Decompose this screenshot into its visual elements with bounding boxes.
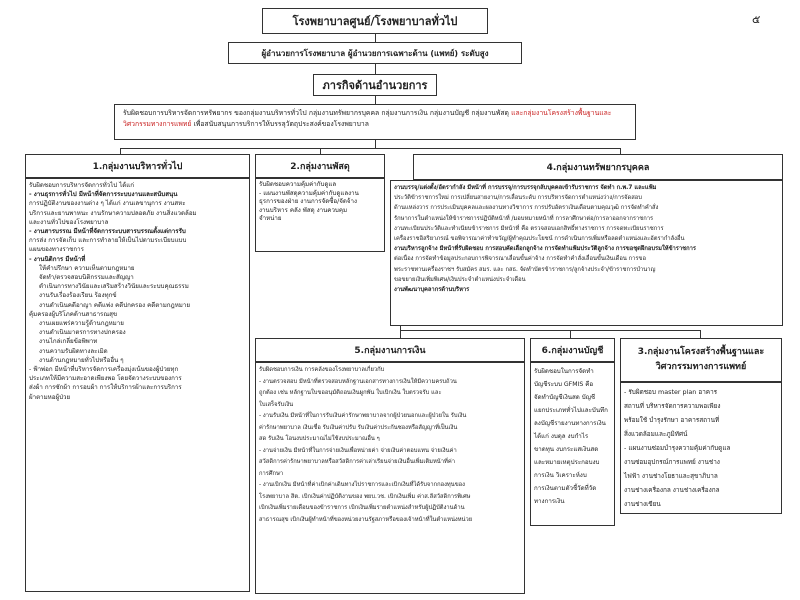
unit5-line: เบิกเงินเพิ่มรายเดือนของข้าราชการ เบิกเงินเพิ่มรายตำแหน่งสำหรับผู้ปฏิบัติงานด้าน (259, 505, 465, 511)
unit4-line: งานบริหารลูกจ้าง มีหน้าที่รับผิดชอบ การสอบคัดเลือกลูกจ้าง การจัดทำแฟ้มประวัติลูกจ้าง การขอชุดฝึกอบรมให้ข้าราชการ (394, 246, 696, 253)
connector-line (375, 140, 376, 148)
unit6-line: จัดทำบัญชีเงินสด บัญชี (534, 394, 596, 401)
unit4-line: งานพัฒนาบุคลากรด้านบริหาร (394, 287, 470, 294)
unit3-line: - แผนงานซ่อมบำรุงความคุ้มค่ากับดูแล (624, 444, 731, 452)
unit4-line: ประวัติข้าราชการใหม่ การเปลี่ยนสายงาน/การเลื่อนระดับ การบริหารจัดการตำแหน่งว่าง/การจัดสอบ (394, 195, 642, 202)
unit1-line: แผนของทางราชการ (29, 246, 84, 254)
unit4-line: ขอขยายเงินเพิ่มพิเศษ/เงินประจำตำแหน่งประจำเดือน (394, 276, 526, 283)
unit1-line: ส่งผ้า การซักผ้า การอบผ้า การให้บริการผ้าและการบริการ (29, 384, 182, 392)
unit1-title: 1.กลุ่มงานบริหารทั่วไป (92, 162, 183, 172)
unit1-line: ให้คำปรึกษา ความเห็นตามกฎหมาย (39, 264, 135, 272)
unit3-line: งานช่างเขียน (624, 500, 661, 508)
unit5-line: สด รับเงิน โอนงบประมาณไม่ใช้งบประมาณอื่น ๆ (259, 436, 380, 442)
unit1-line: งานเผยแพร่ความรู้ด้านกฎหมาย (39, 320, 124, 328)
unit4-line: รักษาการในตำแหน่งให้ข้าราชการปฏิบัติหน้าที่ /มอบหมายหน้าที่ การลาศึกษาต่อ/การลาออกจากราชการ (394, 215, 654, 222)
unit1-line: การปฏิบัติงานของงานต่าง ๆ ได้แก่ งานเลขานุการ งานสหะ (29, 200, 186, 208)
unit2-header (255, 154, 385, 178)
unit3-line: สถานที่ บริหารจัดการความพอเพียง (624, 402, 721, 410)
unit4-line: เครื่องราชอิสริยาภรณ์ ขอพิจารณาค่าทำขวัญ/ผู้ทำคุณประโยชน์ การดำเนินการเพิ่มหรือลดตำแหน่งและอัตรากำลังอื่น (394, 236, 685, 243)
unit3-line: งานซ่อมอุปกรณ์การแพทย์ งานช่าง (624, 458, 720, 466)
connector-line (700, 330, 701, 338)
unit4-line (394, 183, 779, 193)
unit5-line: - งานจ่ายเงิน มีหน้าที่ในการจ่ายเงินเพื่อหน่ายค่า จ่ายเงินค่าตอบแทน จ่ายเงินค่า (259, 447, 457, 454)
unit6-header (530, 338, 615, 362)
hospital-title-box (262, 8, 488, 34)
unit1-line: ประเภทให้มีความสะอาดเพียงพอ โดยจัดวางระบบของการ (29, 375, 182, 383)
admin-mission-title: ภารกิจด้านอำนวยการ (322, 79, 428, 92)
unit1-line: - ฟ้าพ่อก มีหน้าที่บริหารจัดการเครื่องมุ่งเน้นของผู้ป่วยทุก (29, 366, 179, 374)
unit1-line: งานด้านกฎหมายทั่วไปหรืออื่น ๆ (39, 356, 124, 364)
unit5-line: ถูกต้อง เช่น หลักฐานใบขออนุมัติถอนเงินผูกพัน ใบเบิกเงิน ใบตรวจรับ และ (259, 390, 442, 396)
unit3-body (620, 382, 782, 514)
unit3-header (620, 338, 782, 382)
unit5-line: การศึกษา (259, 470, 284, 477)
unit1-line: งานไกล่เกลี่ยข้อพิพาท (39, 338, 98, 346)
unit2-line: รับผิดชอบความคุ้มค่ากับดูแล (259, 181, 337, 188)
unit6-line: การเงิน วิเคราะห์งบ (534, 472, 587, 479)
unit5-line: โรงพยาบาล สิต. เบิกเงินค่าปฏิบัติงานของ พยบ.วช. เบิกเงินเพิ่ม ค่าส.ลีสวัสดิการพิเศษ (259, 493, 471, 500)
unit5-header (255, 338, 525, 362)
admin-description-box (114, 104, 636, 140)
unit2-line: ธุรการของฝ่าย งานการจัดซื้อ/จัดจ้าง (259, 198, 357, 206)
unit1-header (25, 154, 250, 178)
unit6-line: ลงบัญชีรายงานทางการเงิน (534, 420, 606, 427)
unit4-line: ต่อเนื่อง การจัดทำข้อมูลประกอบการพิจารณาเลื่อนขั้นค่าจ้าง การจัดทำคำสั่งเลื่อนขั้นเงินเดือน การขอ (394, 256, 646, 263)
unit1-line: - งานนิติการ มีหน้าที่ (29, 255, 86, 263)
unit2-line: - แผนงานพัสดุความคุ้มค่ากับดูแลงาน (259, 189, 359, 197)
unit3-line: สิ่งแวดล้อมและภูมิทัศน์ (624, 430, 688, 438)
unit1-line: รับผิดชอบการบริหารจัดการทั่วไป ได้แก่ (29, 182, 135, 189)
unit6-line: แยกประเภททั่วไปและบันทึก (534, 407, 608, 414)
unit2-body (255, 178, 385, 252)
unit6-line: รับผิดชอบในการจัดทำ (534, 368, 594, 375)
unit3-line: - รับผิดชอบ master plan อาคาร (624, 388, 718, 396)
unit6-body (530, 362, 615, 526)
unit4-line: พระราชทานเครื่องราชฯ รับสมัคร สมร. และ กสธ. จัดทำบัตรข้าราชการ/ลูกจ้างประจำ/ข้าราชการบำนาญ (394, 266, 656, 273)
unit5-line: ค่ารักษาพยาบาล เงินเชื่อ รับเงินค่าปรับ รับเงินค่าประกันซองหรือสัญญาที่เป็นเงิน (259, 424, 458, 431)
connector-line (120, 148, 620, 149)
unit6-line: ขาดทุน งบกระแสเงินสด (534, 446, 599, 453)
unit1-line: และงานทั่วไปของโรงพยาบาล (29, 218, 109, 226)
unit5-line: สาธารณสุข เบิกเงินผู้ทำหน้าที่ของหน่วยงานรัฐสภาหรือของเจ้าหน้าที่ในตำแหน่งหน่วย (259, 516, 473, 523)
unit1-line: การส่ง การจัดเก็บ และการทำลายให้เป็นไปตามระเบียบแบบ (29, 237, 187, 245)
unit4-title: 4.กลุ่มงานทรัพยากรบุคคล (546, 163, 650, 173)
unit3-line: ไฟฟ้า งานช่างโยธาและสุขาภิบาล (624, 472, 718, 480)
connector-line (570, 330, 571, 338)
unit4-line: ด้านแหล่งวาร การประเมินบุคคลและผลงานทางวิชาการ การปรับอัตราเงินเดือนตามคุณวุฒิ การจัดทำคำสั่ง (394, 205, 659, 212)
unit1-line: - งานธุรการทั่วไป มีหน้าที่จัดการระบบงานและสนับสนุน (29, 191, 178, 199)
unit3-line: งานช่างเครื่องกล งานช่างเครื่องกล (624, 486, 720, 494)
admin-desc-part3: เพื่อสนับสนุนการบริการให้บรรลุวัตถุประสงค์ของโรงพยาบาล (191, 120, 369, 128)
unit6-line: การเงินตามตัวชี้วัดที่วัด (534, 485, 597, 492)
unit1-line: - งานสารบรรณ มีหน้าที่จัดการระบบสารบรรณตั้งแต่การรับ (29, 228, 186, 236)
connector-line (375, 34, 376, 42)
director-title: ผู้อำนวยการโรงพยาบาล ผู้อำนวยการเฉพาะด้าน (แพทย์) ระดับสูง (261, 48, 489, 58)
unit1-line: งานความรับผิดทางละเมิด (39, 347, 108, 355)
unit4-line: งานทะเบียนประวัติและทำเนียบข้าราชการ มีหน้าที่ คือ ตรวจสอบเอกสิทธิ์ทางราชการ การจดทะเบียนราชการ (394, 225, 664, 232)
unit1-line: คุ้มครองผู้บริโภคด้านสาธารณสุข (29, 310, 118, 318)
director-box (228, 42, 522, 64)
unit1-line: บริการและยานพาหนะ งานรักษาความปลอดภัย งานสิ่งแวดล้อม (29, 209, 197, 217)
admin-desc-part1: รับผิดชอบการบริหารจัดการทรัพยากร ของกลุ่มงานบริหารทั่วไป กลุ่มงานทรัพยากรบุคคล กลุ่มงานการเงิน กลุ่มงานบัญชี กลุ่มงานพัสดุ (123, 109, 512, 117)
unit5-title: 5.กลุ่มงานการเงิน (354, 346, 426, 356)
unit1-line: จัดทำ/ตรวจสอบนิติกรรมและสัญญา (39, 274, 134, 282)
admin-mission-box (313, 74, 437, 96)
connector-line (375, 96, 376, 104)
unit1-line: งานดำเนินคดีอาญา คดีแพ่ง คดีปกครอง คดีตามกฎหมาย (39, 301, 190, 309)
page-number: ๕ (752, 13, 761, 26)
admin-desc-part2: และกลุ่มงานโครงสร้างพื้นฐานและวิศวกรรมทางการแพทย์ (123, 109, 612, 128)
unit1-line: ดำเนินการทางวินัยและเสริมสร้างวินัยและระบบคุณธรรม (39, 283, 189, 291)
connector-line (400, 330, 401, 338)
unit5-line: - งานตรวจสอบ มีหน้าที่ตรวจสอบหลักฐานเอกสารทางการเงินให้มีความครบถ้วน (259, 378, 457, 385)
unit1-line: ผ้าตามหอผู้ป่วย (29, 393, 71, 401)
unit6-title: 6.กลุ่มงานบัญชี (541, 346, 604, 356)
hospital-title: โรงพยาบาลศูนย์/โรงพยาบาลทั่วไป (292, 15, 458, 28)
unit6-line: และหมายเหตุประกอบงบ (534, 459, 600, 466)
unit2-title: 2.กลุ่มงานพัสดุ (290, 162, 350, 172)
unit5-line: สวัสดิการค่ารักษาพยาบาลหรือสวัสดิการค่าเล่าเรียนจ่ายเงินอื่นเพิ่มเติมหน้าที่ค่า (259, 459, 455, 465)
connector-line (375, 64, 376, 74)
unit6-line: ได้แก่ งบดุล งบกำไร (534, 433, 589, 440)
unit5-line: - งานรับเงิน มีหน้าที่ในการรับเงินค่ารักษาพยาบาลจากผู้ป่วยนอกและผู้ป่วยใน รับเงิน (259, 413, 467, 419)
unit5-line: ใบเสร็จรับเงิน (259, 401, 294, 408)
unit4-line-text: งานบรรจุ/แต่งตั้ง/อัตรากำลัง มีหน้าที่ การบรรจุ/การบรรจุกลับบุคคลเข้ารับราชการ จัดทำ ก.พ.7 และแฟ้ม (394, 185, 657, 191)
unit6-line: ทางการเงิน (534, 498, 565, 505)
unit1-line: งานดำเนินมาตรการทางปกครอง (39, 329, 126, 337)
unit5-line: รับผิดชอบการเงิน การคลังของโรงพยาบาลเกี่ยวกับ (259, 367, 385, 373)
unit1-line: งานรับเรื่องร้องเรียน ร้องทุกข์ (39, 292, 117, 300)
unit5-line: - งานเบิกเงิน มีหน้าที่ค่าเบิกค่าเดินทางไปราชการและเบิกเงินที่ได้รับจากกองทุนของ (259, 482, 465, 488)
unit2-line: งานบริหาร คลัง พัสดุ งานควบคุม (259, 206, 348, 214)
unit5-body (255, 362, 525, 594)
unit1-body (25, 178, 250, 592)
unit4-body (390, 180, 783, 326)
unit6-line: บัญชีระบบ GFMIS คือ (534, 381, 594, 388)
unit2-line: จำหน่าย (259, 215, 282, 223)
connector-line (400, 330, 700, 331)
unit4-header (413, 154, 783, 180)
unit3-line: พร้อมใช้ บำรุงรักษา อาคารสถานที่ (624, 416, 720, 424)
unit3-title: 3.กลุ่มงานโครงสร้างพื้นฐานและวิศวกรรมทางการแพทย์ (637, 347, 765, 372)
